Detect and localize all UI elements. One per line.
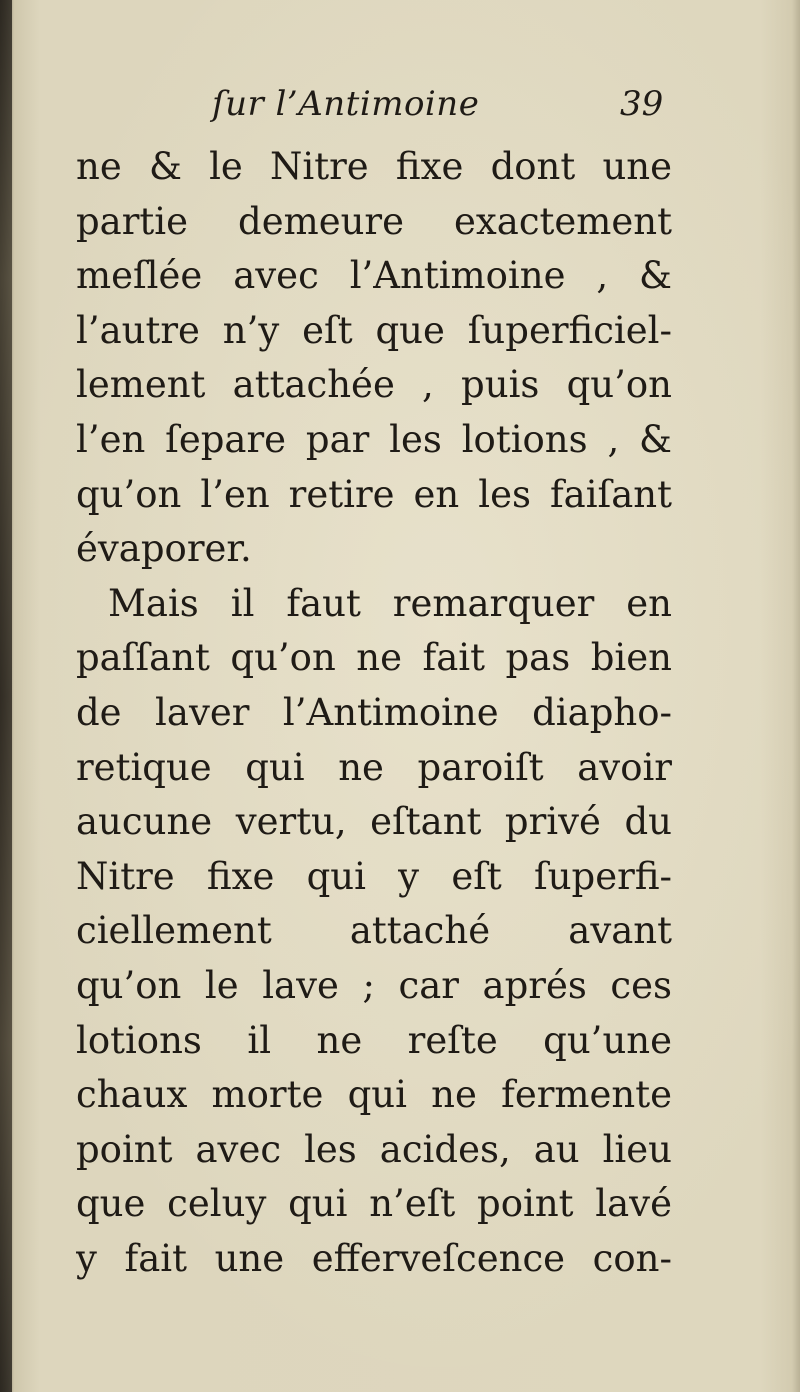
binding-gutter xyxy=(0,0,12,1392)
text-line: lotions il ne reſte qu’une xyxy=(76,1018,672,1062)
text-line: partie demeure exactement xyxy=(76,199,672,243)
text-line: chaux morte qui ne fermente xyxy=(76,1073,672,1117)
text-line: évaporer. xyxy=(76,527,252,571)
text-line: qu’on le lave ; car aprés ces xyxy=(76,963,672,1007)
text-line: retique qui ne paroiſt avoir xyxy=(76,745,672,789)
text-line: l’en ſepare par les lotions , & xyxy=(76,417,672,461)
paragraph-start-line: Mais il faut remarquer en xyxy=(108,581,672,625)
text-line: qu’on l’en retire en les faiſant xyxy=(76,472,672,516)
text-line: y fait une efferveſcence con- xyxy=(76,1236,672,1280)
body-text xyxy=(76,140,672,1286)
page-header xyxy=(0,78,800,138)
running-head: ſur l’Antimoine xyxy=(212,84,480,124)
text-line: Nitre fixe qui y eſt ſuperfi- xyxy=(76,854,672,898)
text-line: paſſant qu’on ne fait pas bien xyxy=(76,636,672,680)
text-line: meſlée avec l’Antimoine , & xyxy=(76,254,672,298)
text-line: lement attachée , puis qu’on xyxy=(76,363,672,407)
text-line: que celuy qui n’eſt point lavé xyxy=(76,1182,672,1226)
text-line: ne & le Nitre fixe dont une xyxy=(76,145,672,188)
text-line: aucune vertu, eſtant privé du xyxy=(76,800,672,844)
text-line: de laver l’Antimoine diapho- xyxy=(76,690,672,734)
text-line: l’autre n’y eſt que ſuperficiel- xyxy=(76,308,672,352)
page-number: 39 xyxy=(620,84,664,124)
text-line: ciellement attaché avant xyxy=(76,909,672,953)
text-line: point avec les acides, au lieu xyxy=(76,1127,672,1171)
